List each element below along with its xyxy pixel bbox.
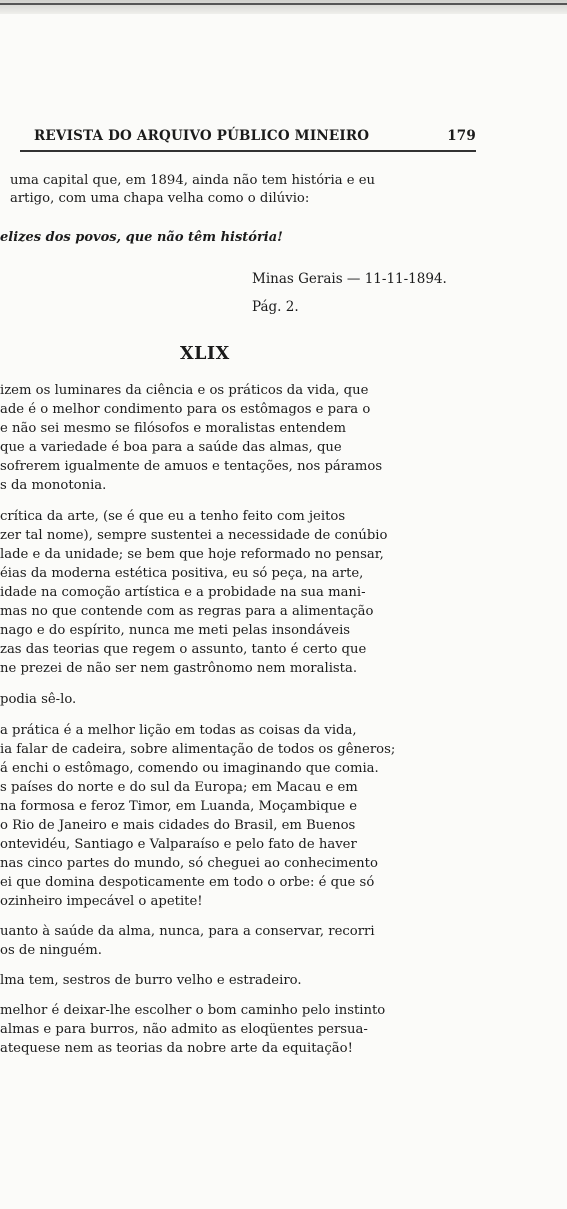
running-header <box>20 128 476 150</box>
text-line: ne prezei de não ser nem gastrônomo nem moralista. <box>0 661 358 676</box>
section-title: XLIX <box>180 344 230 364</box>
signature-page-ref: Pág. 2. <box>252 299 299 315</box>
text-line: atequese nem as teorias da nobre arte da equitação! <box>0 1041 353 1056</box>
text-line: na formosa e feroz Timor, em Luanda, Moçambique e <box>0 799 358 814</box>
text-line: s países do norte e do sul da Europa; em Macau e em <box>0 780 358 795</box>
text-line: a prática é a melhor lição em todas as coisas da vida, <box>0 723 357 738</box>
text-line: ozinheiro impecável o apetite! <box>0 894 203 909</box>
page-number: 179 <box>447 128 476 144</box>
text-line: ia falar de cadeira, sobre alimentação de todos os gêneros; <box>0 742 396 757</box>
text-line: lma tem, sestros de burro velho e estradeiro. <box>0 973 302 988</box>
text-line: o Rio de Janeiro e mais cidades do Brasil, em Buenos <box>0 818 356 833</box>
text-line: zer tal nome), sempre sustentei a necessidade de conúbio <box>0 528 388 543</box>
text-line: s da monotonia. <box>0 478 107 493</box>
text-line: ei que domina despoticamente em todo o orbe: é que só <box>0 875 375 890</box>
text-line: uanto à saúde da alma, nunca, para a conservar, recorri <box>0 924 375 939</box>
text-line: éias da moderna estética positiva, eu só peça, na arte, <box>0 566 364 581</box>
text-line: melhor é deixar-lhe escolher o bom caminho pelo instinto <box>0 1003 386 1018</box>
text-line: á enchi o estômago, comendo ou imaginando que comia. <box>0 761 379 776</box>
text-line: ade é o melhor condimento para os estômagos e para o <box>0 402 371 417</box>
text-line: uma capital que, em 1894, ainda não tem história e eu <box>10 173 376 188</box>
text-line: que a variedade é boa para a saúde das almas, que <box>0 440 342 455</box>
text-line: idade na comoção artística e a probidade na sua mani- <box>0 585 366 600</box>
header-rule <box>20 150 476 152</box>
scan-top-line <box>0 3 567 5</box>
text-line: artigo, com uma chapa velha como o dilúvio: <box>10 191 310 206</box>
text-line: almas e para burros, não admito as eloqüentes persua- <box>0 1022 368 1037</box>
quote-line: elizes dos povos, que não têm história! <box>0 230 283 245</box>
text-line: nago e do espírito, nunca me meti pelas insondáveis <box>0 623 351 638</box>
text-line: izem os luminares da ciência e os práticos da vida, que <box>0 383 369 398</box>
running-title: REVISTA DO ARQUIVO PÚBLICO MINEIRO <box>34 128 370 144</box>
text-line: lade e da unidade; se bem que hoje reformado no pensar, <box>0 547 384 562</box>
text-line: nas cinco partes do mundo, só cheguei ao conhecimento <box>0 856 378 871</box>
signature-place-date: Minas Gerais — 11-11-1894. <box>252 271 447 287</box>
text-line: crítica da arte, (se é que eu a tenho feito com jeitos <box>0 509 346 524</box>
text-line: os de ninguém. <box>0 943 102 958</box>
text-line: zas das teorias que regem o assunto, tanto é certo que <box>0 642 367 657</box>
text-line: mas no que contende com as regras para a alimentação <box>0 604 374 619</box>
text-line: e não sei mesmo se filósofos e moralistas entendem <box>0 421 346 436</box>
text-line: sofrerem igualmente de amuos e tentações, nos páramos <box>0 459 383 474</box>
text-line: ontevidéu, Santiago e Valparaíso e pelo fato de haver <box>0 837 357 852</box>
text-line: podia sê-lo. <box>0 692 77 707</box>
